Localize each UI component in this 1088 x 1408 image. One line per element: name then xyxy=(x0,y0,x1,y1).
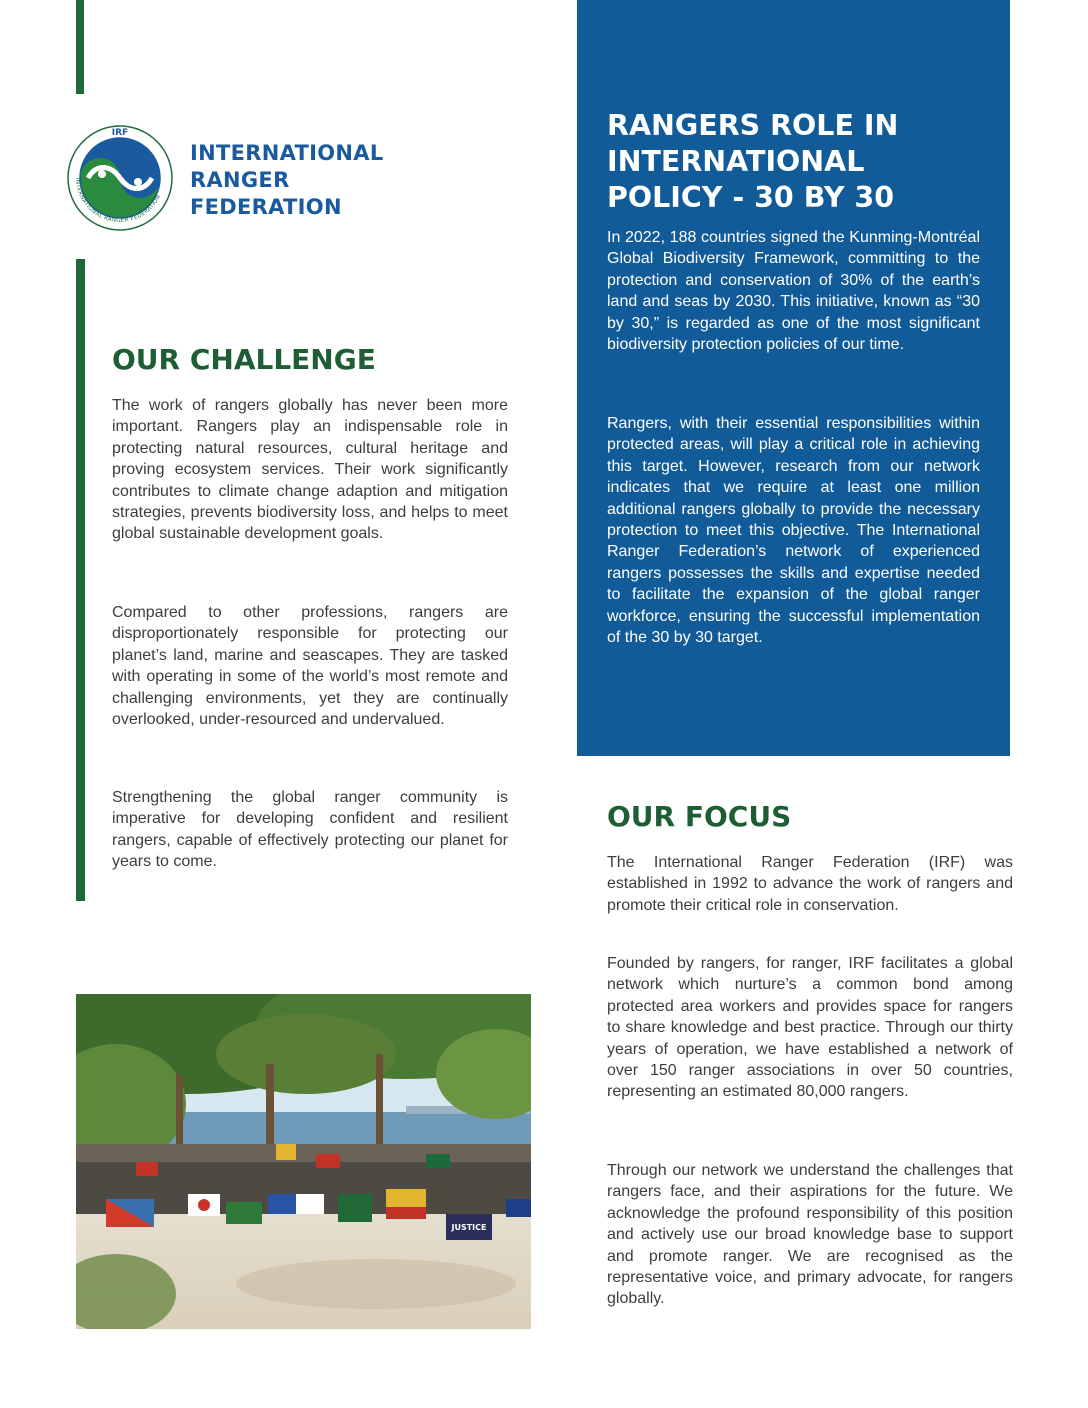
policy-title: RANGERS ROLE IN INTERNATIONAL POLICY - 30 BY 30 xyxy=(607,109,899,214)
accent-bar-challenge xyxy=(76,259,85,901)
policy-paragraph-1: In 2022, 188 countries signed the Kunming-Montréal Global Biodiversity Framework, committing to the protection and conservation of 30% of the earth’s land and seas by 2030. This initiative, known as “30 by 30,” is regarded as one of the most significant biodiversity protection policies of our time. xyxy=(607,229,980,354)
focus-heading: OUR FOCUS xyxy=(607,800,792,833)
group-photo xyxy=(76,994,531,1329)
logo-name-line-3: FEDERATION xyxy=(190,195,342,219)
accent-bar-top xyxy=(76,0,84,94)
logo-ring-text: INTERNATIONAL RANGER FEDERATION xyxy=(73,177,163,225)
focus-paragraph-3: Through our network we understand the challenges that rangers face, and their aspirations for the future. We acknowledge the profound responsibility of this position and actively use our broad knowledge base to support and promote ranger. We are recognised as the representative voice, and primary advocate, for rangers globally. xyxy=(607,1162,1013,1308)
policy-paragraph-2: Rangers, with their essential responsibilities within protected areas, will play a critical role in achieving this target. However, research from our network indicates that we require at least one million additional rangers globally to provide the necessary protection to meet this objective. The International Ranger Federation’s network of experienced rangers possesses the skills and expertise needed to facilitate the expansion of the global ranger workforce, ensuring the successful implementation of the 30 by 30 target. xyxy=(607,415,980,647)
challenge-paragraph-3: Strengthening the global ranger community is imperative for developing confident and resilient rangers, capable of effectively protecting our planet for years to come. xyxy=(112,789,508,871)
group-photo-illustration xyxy=(76,994,531,1329)
challenge-paragraph-2: Compared to other professions, rangers are disproportionately responsible for protecting our planet’s land, marine and seascapes. They are tasked with operating in some of the world’s most remote and challenging environments, yet they are continually overlooked, under-resourced and undervalued. xyxy=(112,604,508,729)
challenge-heading: OUR CHALLENGE xyxy=(112,343,376,376)
focus-paragraph-1: The International Ranger Federation (IRF) was established in 1992 to advance the work of rangers and promote their critical role in conservation. xyxy=(607,854,1013,914)
logo-wordmark xyxy=(190,140,384,221)
logo-name-line-1: INTERNATIONAL xyxy=(190,141,384,165)
logo-badge-text: IRF xyxy=(111,128,129,138)
challenge-paragraph-1: The work of rangers globally has never been more important. Rangers play an indispensable role in protecting natural resources, cultural heritage and proving ecosystem services. Their work significantly contributes to climate change adaption and mitigation strategies, prevents biodiversity loss, and helps to meet global sustainable development goals. xyxy=(112,397,508,543)
photo-banner-text: JUSTICE xyxy=(451,1223,487,1232)
focus-paragraph-2: Founded by rangers, for ranger, IRF facilitates a global network which nurture’s a common bond among protected area workers and provides space for rangers to share knowledge and best practice. Through our thirty years of operation, we have established a network of over 150 ranger associations in over 50 countries, representing an estimated 80,000 rangers. xyxy=(607,955,1013,1101)
irf-logo-emblem xyxy=(66,124,174,232)
logo-name-line-2: RANGER xyxy=(190,168,290,192)
